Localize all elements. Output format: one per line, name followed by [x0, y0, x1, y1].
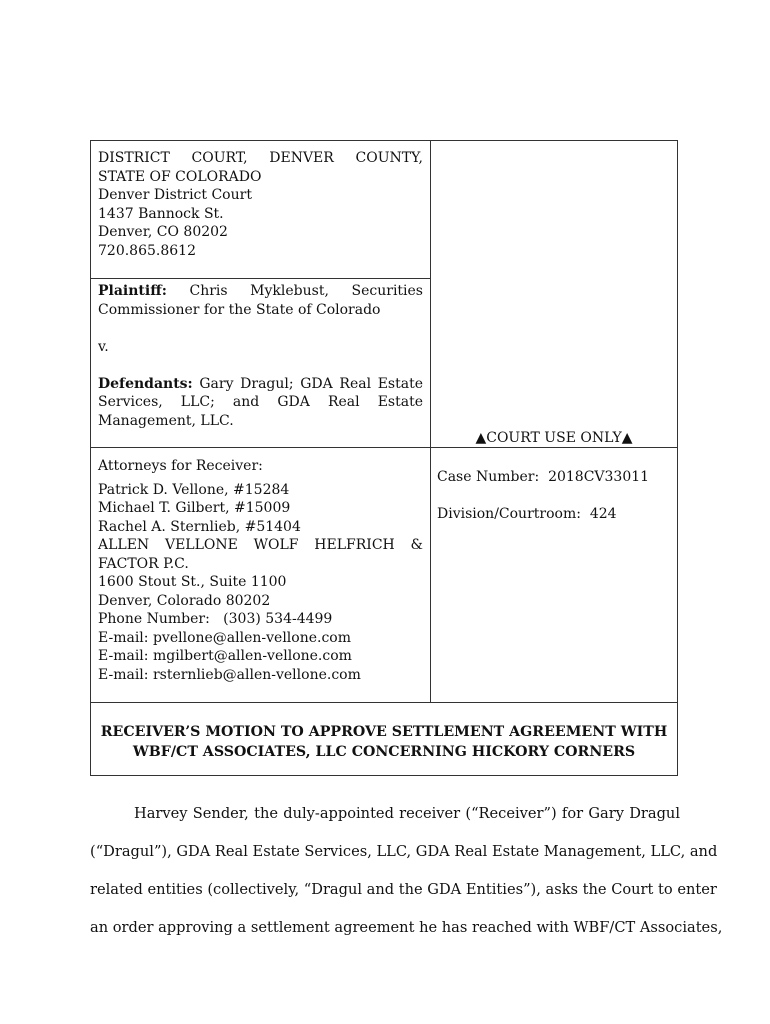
court-phone: 720.865.8612 — [98, 242, 196, 259]
firm-address-1: 1600 Stout St., Suite 1100 — [98, 574, 287, 590]
court-line-2: STATE OF COLORADO — [98, 168, 262, 185]
case-caption-table — [90, 140, 678, 776]
plaintiff-label: Plaintiff: — [98, 283, 167, 299]
motion-body — [90, 795, 723, 947]
motion-title-line-2: WBF/CT ASSOCIATES, LLC CONCERNING HICKORY CORNERS — [132, 744, 636, 760]
attorney-name: Rachel A. Sternlieb, #51404 — [98, 518, 301, 535]
firm-line-1: ALLEN VELLONE WOLF HELFRICH & — [98, 537, 423, 553]
attorney-email: E-mail: rsternlieb@allen-vellone.com — [98, 666, 361, 683]
defendants-line-1 — [98, 375, 423, 394]
firm-address-2: Denver, Colorado 80202 — [98, 592, 271, 609]
court-use-only: ▲COURT USE ONLY▲ — [475, 430, 633, 446]
attorney-email: E-mail: pvellone@allen-vellone.com — [98, 629, 352, 646]
caption-divider-court — [91, 278, 430, 279]
attorney-name: Patrick D. Vellone, #15284 — [98, 481, 290, 498]
case-number: Case Number: 2018CV33011 — [437, 469, 650, 485]
court-street: 1437 Bannock St. — [98, 205, 224, 222]
caption-divider-attorneys — [91, 702, 677, 703]
court-info — [98, 149, 423, 260]
defendants-line-2: Services, LLC; and GDA Real Estate — [98, 394, 423, 410]
defendants-label: Defendants: — [98, 375, 193, 392]
parties-info — [98, 282, 423, 430]
attorneys-info — [98, 457, 423, 684]
motion-title-line-1: RECEIVER’S MOTION TO APPROVE SETTLEMENT AGREEMENT WITH — [100, 724, 668, 740]
court-line-1: DISTRICT COURT, DENVER COUNTY, — [98, 150, 423, 166]
attorney-email: E-mail: mgilbert@allen-vellone.com — [98, 648, 352, 664]
defendants-names: Gary Dragul; GDA Real Estate — [199, 375, 424, 392]
body-line: Harvey Sender, the duly-appointed receiver (“Receiver”) for Gary Dragul — [134, 805, 680, 822]
attorney-name: Michael T. Gilbert, #15009 — [98, 500, 291, 516]
defendants-line-3: Management, LLC. — [98, 412, 234, 429]
division-courtroom: Division/Courtroom: 424 — [437, 505, 617, 522]
court-city: Denver, CO 80202 — [98, 224, 228, 240]
body-line: related entities (collectively, “Dragul and the GDA Entities”), asks the Court to enter — [90, 881, 717, 898]
plaintiff-line-2: Commissioner for the State of Colorado — [98, 301, 381, 318]
caption-divider-parties — [91, 447, 677, 448]
plaintiff-name: Chris Myklebust, Securities — [189, 283, 423, 299]
versus: v. — [98, 338, 109, 355]
body-line: an order approving a settlement agreement he has reached with WBF/CT Associates, — [90, 919, 723, 936]
case-info — [437, 468, 673, 523]
plaintiff-line-1 — [98, 282, 423, 301]
motion-title — [91, 722, 677, 762]
firm-phone: Phone Number: (303) 534-4499 — [98, 611, 333, 627]
firm-line-2: FACTOR P.C. — [98, 555, 189, 572]
court-name: Denver District Court — [98, 187, 252, 203]
body-line: (“Dragul”), GDA Real Estate Services, LLC, GDA Real Estate Management, LLC, and — [90, 843, 718, 860]
attorneys-heading: Attorneys for Receiver: — [98, 458, 263, 474]
caption-vertical-divider — [430, 141, 431, 702]
